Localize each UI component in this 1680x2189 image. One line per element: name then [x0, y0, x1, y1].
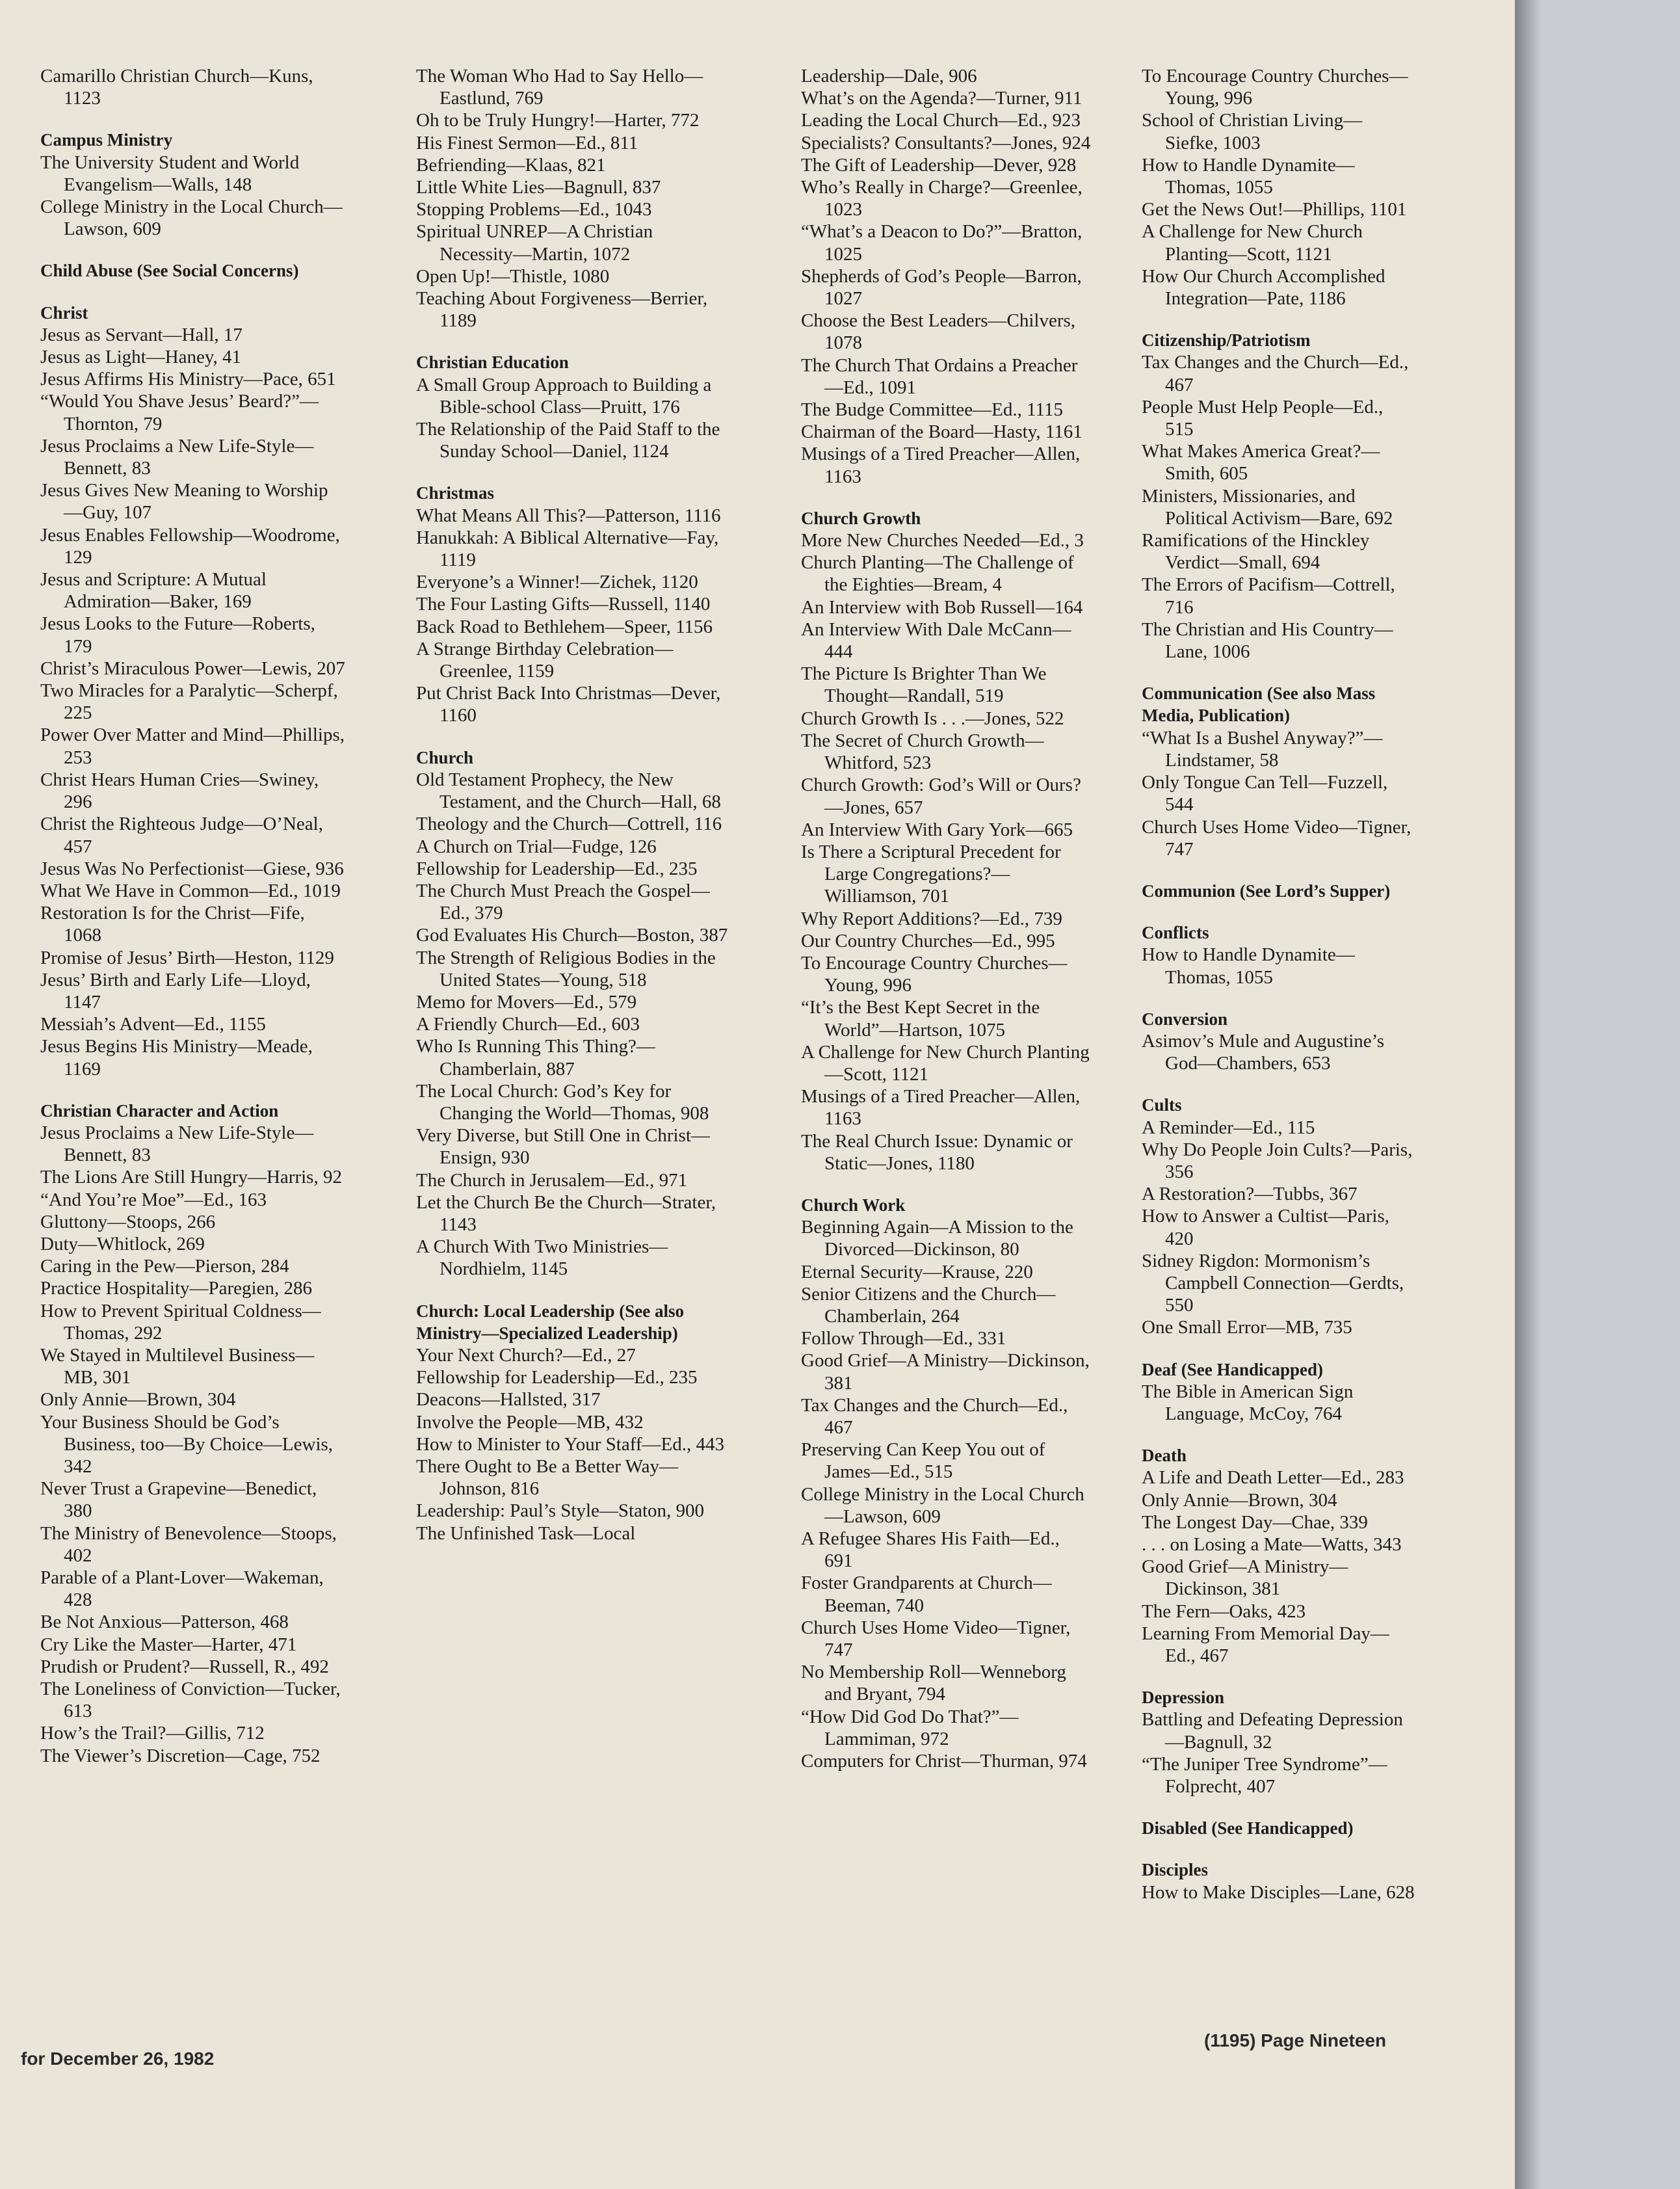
index-section: [801, 507, 1092, 1174]
index-entry: The Secret of Church Growth—Whitford, 523: [801, 730, 1044, 774]
index-entry: Ramifications of the Hinckley Verdict—Small, 694: [1142, 530, 1370, 574]
index-entry: A Life and Death Letter—Ed., 283: [1142, 1467, 1404, 1489]
section-heading: Disciples: [1142, 1860, 1209, 1880]
index-entry: Why Report Additions?—Ed., 739: [801, 908, 1062, 929]
page-edge-shadow: [1515, 0, 1541, 2189]
index-section: [801, 65, 1092, 488]
index-entry: The Fern—Oaks, 423: [1142, 1600, 1306, 1622]
section-heading: Communion (See Lord’s Supper): [1142, 881, 1391, 901]
index-entry: Foster Grandparents at Church—Beeman, 740: [801, 1572, 1052, 1616]
index-section: [40, 65, 346, 109]
index-entry: Who Is Running This Thing?—Chamberlain, 887: [416, 1036, 655, 1080]
index-entry: Christ Hears Human Cries—Swiney, 296: [40, 769, 319, 813]
index-entry: “The Juniper Tree Syndrome”—Folprecht, 407: [1142, 1753, 1387, 1798]
index-entry: Involve the People—MB, 432: [416, 1411, 644, 1433]
index-entry: Jesus Was No Perfectionist—Giese, 936: [40, 858, 344, 879]
index-entry: Teaching About Forgiveness—Berrier, 1189: [416, 288, 708, 332]
index-entry: The Budge Committee—Ed., 1115: [801, 399, 1063, 421]
section-heading: Death: [1142, 1446, 1187, 1466]
index-entry: Messiah’s Advent—Ed., 1155: [40, 1014, 266, 1035]
index-entry: Tax Changes and the Church—Ed., 467: [801, 1394, 1068, 1438]
index-entry: Senior Citizens and the Church—Chamberlain, 264: [801, 1283, 1056, 1327]
index-entry: College Ministry in the Local Church—Lawson, 609: [801, 1483, 1084, 1527]
index-entry: Good Grief—A Ministry—Dickinson, 381: [801, 1350, 1090, 1394]
index-entry: To Encourage Country Churches—Young, 996: [1142, 66, 1408, 109]
index-entry: A Reminder—Ed., 115: [1142, 1117, 1315, 1138]
index-entry: What Means All This?—Patterson, 1116: [416, 505, 721, 526]
section-heading: Church Growth: [801, 508, 921, 528]
index-entry: Jesus Gives New Meaning to Worship—Guy, 107: [40, 480, 328, 524]
index-entry: Let the Church Be the Church—Strater, 1143: [416, 1191, 716, 1235]
index-entry: Specialists? Consultants?—Jones, 924: [801, 132, 1091, 153]
index-entry: Jesus Proclaims a New Life-Style—Bennett, 83: [40, 435, 314, 479]
index-entry: The Ministry of Benevolence—Stoops, 402: [40, 1522, 337, 1566]
section-heading: Christmas: [416, 483, 494, 503]
index-entry: How to Prevent Spiritual Coldness—Thomas, 292: [40, 1300, 321, 1344]
section-heading: Christian Education: [416, 352, 569, 373]
index-entry: Musings of a Tired Preacher—Allen, 1163: [801, 444, 1081, 487]
index-entry: Two Miracles for a Paralytic—Scherpf, 225: [40, 680, 338, 724]
index-entry: Power Over Matter and Mind—Phillips, 253: [40, 724, 345, 768]
index-entry: Church Planting—The Challenge of the Eighties—Bream, 4: [801, 552, 1074, 596]
index-entry: Leading the Local Church—Ed., 923: [801, 110, 1081, 131]
index-entry: A Challenge for New Church Planting—Scott, 1121: [1142, 221, 1363, 265]
index-entry: A Strange Birthday Celebration—Greenlee, 1159: [416, 638, 674, 682]
index-section: [416, 351, 728, 462]
section-heading: Campus Ministry: [40, 130, 173, 150]
index-entry: The Church in Jerusalem—Ed., 971: [416, 1169, 688, 1191]
index-entry: Preserving Can Keep You out of James—Ed., 515: [801, 1439, 1045, 1483]
index-entry: “What’s a Deacon to Do?”—Bratton, 1025: [801, 221, 1083, 265]
index-section: [416, 65, 728, 332]
index-entry: Old Testament Prophecy, the New Testament, and the Church—Hall, 68: [416, 769, 721, 813]
index-entry: Never Trust a Grapevine—Benedict, 380: [40, 1478, 317, 1522]
index-entry: Follow Through—Ed., 331: [801, 1328, 1006, 1349]
section-heading: Christian Character and Action: [40, 1100, 279, 1121]
index-entry: Shepherds of God’s People—Barron, 1027: [801, 265, 1082, 310]
index-entry: Musings of a Tired Preacher—Allen, 1163: [801, 1086, 1081, 1130]
index-column-3: [801, 65, 1092, 1792]
index-entry: Church Growth Is . . .—Jones, 522: [801, 708, 1064, 729]
index-entry: Duty—Whitlock, 269: [40, 1233, 205, 1254]
index-section: [1142, 1686, 1415, 1798]
index-entry: Fellowship for Leadership—Ed., 235: [416, 1367, 698, 1388]
index-section: [1142, 329, 1415, 663]
index-entry: Restoration Is for the Christ—Fife, 1068: [40, 903, 305, 946]
index-section: [1142, 1859, 1415, 1903]
index-entry: How Our Church Accomplished Integration—Pate, 1186: [1142, 265, 1385, 310]
index-section: [1142, 880, 1415, 902]
index-entry: Only Annie—Brown, 304: [1142, 1489, 1337, 1511]
index-entry: Asimov’s Mule and Augustine’s God—Chambers, 653: [1142, 1030, 1384, 1074]
index-entry: Memo for Movers—Ed., 579: [416, 991, 637, 1013]
index-entry: “What Is a Bushel Anyway?”—Lindstamer, 58: [1142, 727, 1383, 771]
index-section: [801, 1194, 1092, 1772]
index-entry: What Makes America Great?—Smith, 605: [1142, 441, 1380, 484]
index-entry: Leadership—Dale, 906: [801, 66, 977, 86]
index-entry: The Longest Day—Chae, 339: [1142, 1511, 1368, 1533]
index-entry: People Must Help People—Ed., 515: [1142, 396, 1384, 440]
index-entry: The Local Church: God’s Key for Changing the World—Thomas, 908: [416, 1080, 709, 1124]
index-entry: Prudish or Prudent?—Russell, R., 492: [40, 1656, 329, 1677]
index-entry: The Four Lasting Gifts—Russell, 1140: [416, 594, 711, 615]
index-column-2: [416, 65, 728, 1564]
index-entry: Jesus Enables Fellowship—Woodrome, 129: [40, 524, 340, 568]
section-heading: Communication (See also Mass Media, Publication): [1142, 683, 1376, 726]
index-entry: A Restoration?—Tubbs, 367: [1142, 1184, 1358, 1205]
index-entry: Jesus and Scripture: A Mutual Admiration—Baker, 169: [40, 569, 267, 613]
index-entry: The Church Must Preach the Gospel—Ed., 379: [416, 880, 710, 924]
index-entry: The Picture Is Brighter Than We Thought—Randall, 519: [801, 663, 1047, 707]
index-entry: The Woman Who Had to Say Hello—Eastlund, 769: [416, 66, 703, 109]
index-entry: One Small Error—MB, 735: [1142, 1317, 1352, 1338]
index-entry: Chairman of the Board—Hasty, 1161: [801, 421, 1083, 443]
index-section: [1142, 682, 1415, 860]
index-entry: The Loneliness of Conviction—Tucker, 613: [40, 1678, 341, 1722]
index-entry: Deacons—Hallsted, 317: [416, 1389, 601, 1411]
index-entry: Jesus Affirms His Ministry—Pace, 651: [40, 369, 336, 390]
index-entry: How to Make Disciples—Lane, 628: [1142, 1881, 1415, 1903]
index-entry: Stopping Problems—Ed., 1043: [416, 199, 652, 220]
index-entry: Leadership: Paul’s Style—Staton, 900: [416, 1500, 705, 1522]
index-entry: The Relationship of the Paid Staff to the Sunday School—Daniel, 1124: [416, 419, 720, 462]
index-entry: Befriending—Klaas, 821: [416, 154, 606, 176]
index-section: [40, 1100, 346, 1767]
index-entry: The Errors of Pacifism—Cottrell, 716: [1142, 574, 1395, 618]
index-entry: What’s on the Agenda?—Turner, 911: [801, 88, 1083, 109]
index-entry: Fellowship for Leadership—Ed., 235: [416, 858, 698, 879]
index-entry: Good Grief—A Ministry—Dickinson, 381: [1142, 1556, 1348, 1600]
index-entry: “It’s the Best Kept Secret in the World”—Hartson, 1075: [801, 997, 1040, 1041]
index-entry: Gluttony—Stoops, 266: [40, 1211, 216, 1232]
index-entry: Very Diverse, but Still One in Christ—Ensign, 930: [416, 1125, 710, 1169]
index-entry: How’s the Trail?—Gillis, 712: [40, 1723, 265, 1744]
index-entry: “Would You Shave Jesus’ Beard?”—Thornton, 79: [40, 391, 319, 434]
index-entry: School of Christian Living—Siefke, 1003: [1142, 110, 1363, 153]
index-section: [1142, 1444, 1415, 1667]
index-entry: Promise of Jesus’ Birth—Heston, 1129: [40, 947, 334, 968]
index-entry: Is There a Scriptural Precedent for Large Congregations?—Williamson, 701: [801, 841, 1061, 907]
index-entry: Learning From Memorial Day—Ed., 467: [1142, 1623, 1389, 1666]
index-entry: Hanukkah: A Biblical Alternative—Fay, 1119: [416, 527, 719, 571]
index-entry: Cry Like the Master—Harter, 471: [40, 1634, 297, 1655]
index-section: [1142, 1817, 1415, 1839]
index-entry: A Friendly Church—Ed., 603: [416, 1014, 640, 1035]
index-entry: Eternal Security—Krause, 220: [801, 1261, 1033, 1282]
index-entry: An Interview With Dale McCann—444: [801, 618, 1071, 663]
index-entry: God Evaluates His Church—Boston, 387: [416, 925, 728, 946]
index-entry: A Small Group Approach to Building a Bible-school Class—Pruitt, 176: [416, 374, 712, 418]
index-entry: A Church With Two Ministries—Nordhielm, 1145: [416, 1236, 668, 1280]
index-section: [1142, 65, 1415, 310]
index-entry: Church Growth: God’s Will or Ours?—Jones, 657: [801, 775, 1081, 818]
section-heading: Church Work: [801, 1195, 906, 1215]
section-heading: Depression: [1142, 1688, 1225, 1708]
index-entry: The University Student and World Evangelism—Walls, 148: [40, 152, 300, 195]
section-heading: Christ: [40, 302, 88, 323]
index-section: [416, 747, 728, 1280]
index-section: [1142, 1008, 1415, 1075]
index-section: [40, 259, 346, 282]
index-entry: Theology and the Church—Cottrell, 116: [416, 814, 722, 835]
index-entry: Jesus Begins His Ministry—Meade, 1169: [40, 1036, 313, 1080]
index-entry: Your Business Should be God’s Business, too—By Choice—Lewis, 342: [40, 1411, 334, 1477]
page-number: (1195) Page Nineteen: [1204, 2030, 1387, 2050]
index-section: [1142, 1094, 1415, 1338]
index-entry: Choose the Best Leaders—Chilvers, 1078: [801, 310, 1076, 354]
index-entry: The Unfinished Task—Local: [416, 1522, 636, 1544]
index-entry: His Finest Sermon—Ed., 811: [416, 132, 638, 153]
index-entry: More New Churches Needed—Ed., 3: [801, 530, 1084, 551]
index-section: [416, 482, 728, 726]
index-entry: Who’s Really in Charge?—Greenlee, 1023: [801, 177, 1083, 220]
index-entry: “And You’re Moe”—Ed., 163: [40, 1189, 267, 1210]
index-section: [40, 302, 346, 1080]
section-heading: Cults: [1142, 1095, 1182, 1115]
index-entry: Beginning Again—A Mission to the Divorced—Dickinson, 80: [801, 1217, 1073, 1260]
index-entry: Parable of a Plant-Lover—Wakeman, 428: [40, 1567, 324, 1611]
index-entry: Computers for Christ—Thurman, 974: [801, 1751, 1087, 1772]
index-entry: Be Not Anxious—Patterson, 468: [40, 1612, 289, 1633]
index-entry: Only Tongue Can Tell—Fuzzell, 544: [1142, 772, 1388, 816]
index-entry: Camarillo Christian Church—Kuns, 1123: [40, 66, 313, 109]
index-entry: A Challenge for New Church Planting—Scott, 1121: [801, 1041, 1090, 1085]
index-entry: The Gift of Leadership—Dever, 928: [801, 154, 1077, 176]
index-entry: The Bible in American Sign Language, McCoy, 764: [1142, 1381, 1354, 1424]
index-entry: Jesus Looks to the Future—Roberts, 179: [40, 613, 315, 657]
index-entry: The Strength of Religious Bodies in the United States—Young, 518: [416, 947, 716, 990]
index-entry: Jesus as Servant—Hall, 17: [40, 324, 243, 345]
index-section: [1142, 922, 1415, 988]
section-heading: Deaf (See Handicapped): [1142, 1359, 1323, 1379]
index-entry: An Interview With Gary York—665: [801, 819, 1073, 840]
section-heading: Church: [416, 747, 474, 767]
section-heading: Conversion: [1142, 1009, 1228, 1029]
index-entry: How to Minister to Your Staff—Ed., 443: [416, 1433, 724, 1455]
index-entry: Put Christ Back Into Christmas—Dever, 1160: [416, 683, 721, 726]
index-entry: What We Have in Common—Ed., 1019: [40, 880, 341, 901]
issue-date: for December 26, 1982: [21, 2049, 215, 2069]
index-entry: Church Uses Home Video—Tigner, 747: [801, 1617, 1071, 1661]
index-column-1: [40, 65, 346, 1786]
index-entry: Your Next Church?—Ed., 27: [416, 1344, 636, 1366]
index-entry: No Membership Roll—Wenneborg and Bryant, 794: [801, 1662, 1066, 1705]
index-entry: How to Handle Dynamite—Thomas, 1055: [1142, 154, 1355, 198]
index-entry: The Church That Ordains a Preacher—Ed., 1091: [801, 354, 1078, 398]
index-section: [1142, 1359, 1415, 1426]
index-entry: Back Road to Bethlehem—Speer, 1156: [416, 616, 713, 637]
index-entry: . . . on Losing a Mate—Watts, 343: [1142, 1533, 1402, 1555]
section-heading: Disabled (See Handicapped): [1142, 1818, 1354, 1838]
index-entry: Ministers, Missionaries, and Political Activism—Bare, 692: [1142, 485, 1393, 529]
index-entry: A Church on Trial—Fudge, 126: [416, 836, 657, 857]
index-entry: To Encourage Country Churches—Young, 996: [801, 952, 1068, 996]
index-entry: Caring in the Pew—Pierson, 284: [40, 1256, 289, 1277]
index-entry: Our Country Churches—Ed., 995: [801, 930, 1055, 951]
index-entry: Sidney Rigdon: Mormonism’s Campbell Connection—Gerdts, 550: [1142, 1250, 1404, 1316]
index-entry: Why Do People Join Cults?—Paris, 356: [1142, 1139, 1413, 1182]
index-entry: Church Uses Home Video—Tigner, 747: [1142, 816, 1411, 860]
index-entry: Christ’s Miraculous Power—Lewis, 207: [40, 657, 345, 679]
index-entry: Only Annie—Brown, 304: [40, 1389, 236, 1411]
index-entry: An Interview with Bob Russell—164: [801, 596, 1083, 618]
index-entry: Christ the Righteous Judge—O’Neal, 457: [40, 814, 323, 857]
index-entry: Battling and Defeating Depression—Bagnull, 32: [1142, 1709, 1403, 1753]
index-section: [416, 1300, 728, 1545]
index-entry: The Lions Are Still Hungry—Harris, 92: [40, 1167, 342, 1188]
index-entry: Tax Changes and the Church—Ed., 467: [1142, 352, 1409, 395]
index-entry: College Ministry in the Local Church—Lawson, 609: [40, 196, 343, 240]
index-entry: Everyone’s a Winner!—Zichek, 1120: [416, 572, 698, 593]
index-entry: Little White Lies—Bagnull, 837: [416, 177, 661, 198]
index-entry: We Stayed in Multilevel Business—MB, 301: [40, 1344, 315, 1388]
index-entry: The Christian and His Country—Lane, 1006: [1142, 618, 1393, 663]
index-entry: “How Did God Do That?”—Lammiman, 972: [801, 1706, 1019, 1749]
index-entry: Spiritual UNREP—A Christian Necessity—Martin, 1072: [416, 221, 653, 265]
index-entry: Get the News Out!—Phillips, 1101: [1142, 199, 1407, 220]
index-entry: Open Up!—Thistle, 1080: [416, 265, 610, 287]
index-entry: How to Answer a Cultist—Paris, 420: [1142, 1206, 1390, 1249]
index-column-4: [1142, 65, 1415, 1923]
index-entry: Oh to be Truly Hungry!—Harter, 772: [416, 110, 700, 131]
index-entry: There Ought to Be a Better Way—Johnson, 816: [416, 1455, 679, 1500]
index-entry: A Refugee Shares His Faith—Ed., 691: [801, 1528, 1060, 1572]
index-entry: How to Handle Dynamite—Thomas, 1055: [1142, 944, 1355, 988]
index-entry: Jesus Proclaims a New Life-Style—Bennett, 83: [40, 1122, 314, 1166]
section-heading: Child Abuse (See Social Concerns): [40, 261, 299, 281]
section-heading: Conflicts: [1142, 923, 1209, 943]
index-entry: Practice Hospitality—Paregien, 286: [40, 1278, 312, 1299]
index-entry: The Real Church Issue: Dynamic or Static—Jones, 1180: [801, 1130, 1073, 1174]
index-entry: Jesus’ Birth and Early Life—Lloyd, 1147: [40, 969, 311, 1013]
section-heading: Citizenship/Patriotism: [1142, 330, 1311, 351]
section-heading: Church: Local Leadership (See also Ministry—Specialized Leadership): [416, 1301, 685, 1343]
index-section: [40, 129, 346, 240]
index-entry: Jesus as Light—Haney, 41: [40, 347, 242, 368]
index-entry: The Viewer’s Discretion—Cage, 752: [40, 1745, 321, 1766]
